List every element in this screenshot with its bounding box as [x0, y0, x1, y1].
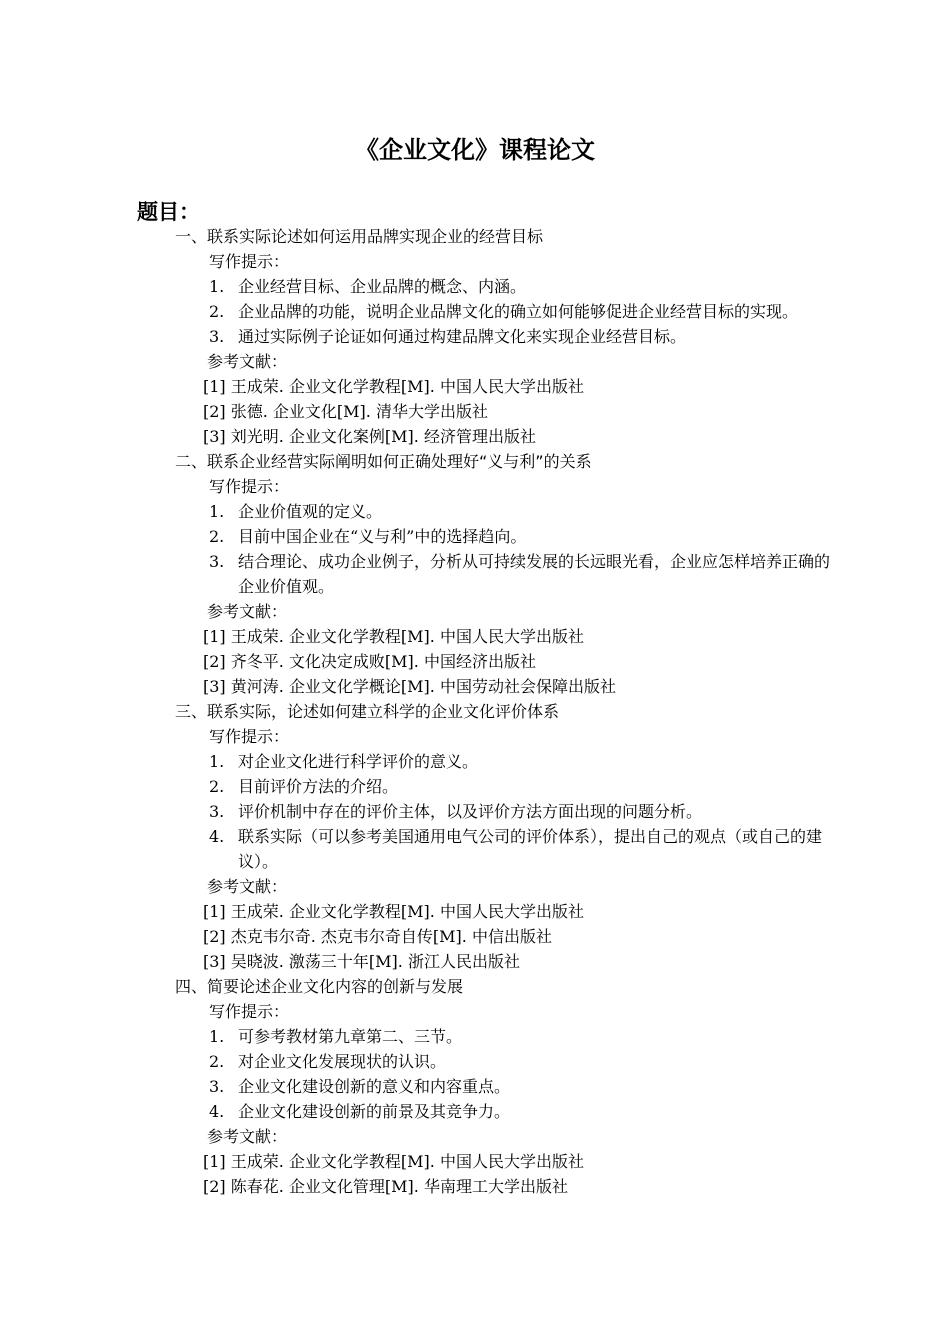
hint-number: 2.	[209, 527, 225, 546]
hint-text: 联系实际（可以参考美国通用电气公司的评价体系），提出自己的观点（或自己的建议）。	[238, 827, 823, 871]
topic-heading: 一、联系实际论述如何运用品牌实现企业的经营目标	[175, 227, 544, 246]
hint-text: 企业文化建设创新的前景及其竞争力。	[238, 1102, 511, 1121]
topic-section	[0, 224, 950, 449]
writing-hints-label: 写作提示：	[209, 727, 290, 746]
hint-item	[0, 299, 838, 324]
hint-item	[0, 1074, 838, 1099]
hint-number: 3.	[209, 552, 225, 571]
references-label: 参考文献：	[207, 602, 288, 621]
references-label: 参考文献：	[207, 877, 288, 896]
hint-text: 企业品牌的功能，说明企业品牌文化的确立如何能够促进企业经营目标的实现。	[238, 302, 799, 321]
reference-item: [2] 陈春花. 企业文化管理[M]. 华南理工大学出版社	[203, 1177, 568, 1196]
hint-number: 2.	[209, 1052, 225, 1071]
references-label: 参考文献：	[207, 352, 288, 371]
reference-item: [2] 张德. 企业文化[M]. 清华大学出版社	[203, 402, 488, 421]
hint-number: 4.	[209, 1102, 225, 1121]
hint-item	[0, 524, 838, 549]
writing-hints-label: 写作提示：	[209, 252, 290, 271]
writing-hints-label: 写作提示：	[209, 477, 290, 496]
hint-number: 2.	[209, 302, 225, 321]
reference-item: [1] 王成荣. 企业文化学教程[M]. 中国人民大学出版社	[203, 627, 584, 646]
hint-item	[0, 324, 838, 349]
hint-text: 目前中国企业在“义与利”中的选择趋向。	[238, 527, 527, 546]
hint-number: 1.	[209, 502, 225, 521]
hint-text: 企业文化建设创新的意义和内容重点。	[238, 1077, 511, 1096]
topic-section	[0, 974, 950, 1199]
subject-label: 题目：	[137, 200, 200, 224]
reference-item: [1] 王成荣. 企业文化学教程[M]. 中国人民大学出版社	[203, 902, 584, 921]
hint-item	[0, 824, 838, 874]
hint-text: 对企业文化发展现状的认识。	[238, 1052, 447, 1071]
reference-item: [3] 黄河涛. 企业文化学概论[M]. 中国劳动社会保障出版社	[203, 677, 616, 696]
hint-item	[0, 774, 838, 799]
hint-text: 通过实际例子论证如何通过构建品牌文化来实现企业经营目标。	[238, 327, 687, 346]
reference-item: [3] 刘光明. 企业文化案例[M]. 经济管理出版社	[203, 427, 536, 446]
references-label: 参考文献：	[207, 1127, 288, 1146]
reference-item: [1] 王成荣. 企业文化学教程[M]. 中国人民大学出版社	[203, 377, 584, 396]
hint-item	[0, 274, 838, 299]
hint-number: 2.	[209, 777, 225, 796]
reference-item: [2] 齐冬平. 文化决定成败[M]. 中国经济出版社	[203, 652, 536, 671]
hint-text: 对企业文化进行科学评价的意义。	[238, 752, 479, 771]
hint-number: 1.	[209, 277, 225, 296]
hint-text: 评价机制中存在的评价主体，以及评价方法方面出现的问题分析。	[238, 802, 703, 821]
reference-item: [3] 吴晓波. 激荡三十年[M]. 浙江人民出版社	[203, 952, 520, 971]
hint-text: 目前评价方法的介绍。	[238, 777, 399, 796]
hint-text: 可参考教材第九章第二、三节。	[238, 1027, 463, 1046]
hint-item	[0, 799, 838, 824]
hint-item	[0, 549, 838, 599]
topics-list	[0, 224, 950, 1199]
hint-text: 企业经营目标、企业品牌的概念、内涵。	[238, 277, 527, 296]
hint-number: 3.	[209, 1077, 225, 1096]
hint-item	[0, 1024, 838, 1049]
hint-number: 4.	[209, 827, 225, 846]
topic-heading: 四、简要论述企业文化内容的创新与发展	[175, 977, 464, 996]
hint-number: 3.	[209, 802, 225, 821]
topic-section	[0, 449, 950, 699]
hint-item	[0, 499, 838, 524]
topic-heading: 三、联系实际，论述如何建立科学的企业文化评价体系	[175, 702, 560, 721]
reference-item: [2] 杰克韦尔奇. 杰克韦尔奇自传[M]. 中信出版社	[203, 927, 552, 946]
reference-item: [1] 王成荣. 企业文化学教程[M]. 中国人民大学出版社	[203, 1152, 584, 1171]
hint-number: 1.	[209, 752, 225, 771]
hint-item	[0, 1099, 838, 1124]
hint-item	[0, 749, 838, 774]
hint-text: 企业价值观的定义。	[238, 502, 383, 521]
writing-hints-label: 写作提示：	[209, 1002, 290, 1021]
document-title: 《企业文化》课程论文	[355, 136, 595, 164]
hint-item	[0, 1049, 838, 1074]
hint-number: 1.	[209, 1027, 225, 1046]
hint-number: 3.	[209, 327, 225, 346]
topic-section	[0, 699, 950, 974]
hint-text: 结合理论、成功企业例子，分析从可持续发展的长远眼光看，企业应怎样培养正确的企业价值观。	[238, 552, 831, 596]
topic-heading: 二、联系企业经营实际阐明如何正确处理好“义与利”的关系	[175, 452, 592, 471]
